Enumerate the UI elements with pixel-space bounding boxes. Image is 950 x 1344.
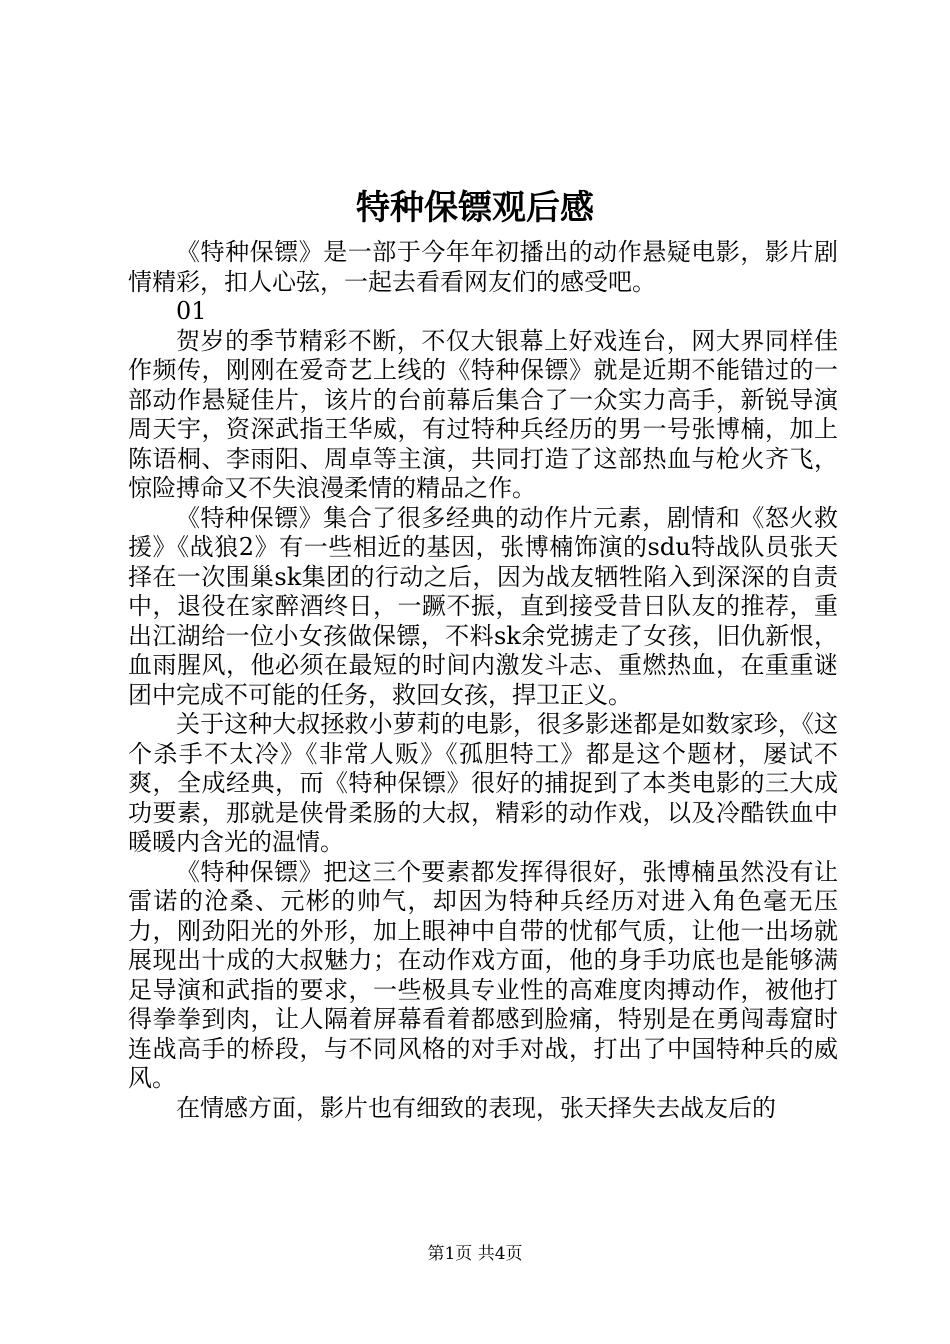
- paragraph: 贺岁的季节精彩不断，不仅大银幕上好戏连台，网大界同样佳作频传，刚刚在爱奇艺上线的《特种保镖》就是近期不能错过的一部动作悬疑佳片，该片的台前幕后集合了一众实力高手，新锐导演周天宇，资深武指王华威，有过特种兵经历的男一号张博楠，加上陈语桐、李雨阳、周卓等主演，共同打造了这部热血与枪火齐飞，惊险搏命又不失浪漫柔情的精品之作。: [128, 326, 838, 502]
- page-footer: 第1页 共4页: [427, 1244, 523, 1264]
- paragraph-intro: 《特种保镖》是一部于今年年初播出的动作悬疑电影，影片剧情精彩，扣人心弦，一起去看看网友们的感受吧。: [128, 238, 838, 296]
- paragraph: 《特种保镖》把这三个要素都发挥得很好，张博楠虽然没有让雷诺的沧桑、元彬的帅气，却因为特种兵经历对进入角色毫无压力，刚劲阳光的外形，加上眼神中自带的忧郁气质，让他一出场就展现出十成的大叔魅力；在动作戏方面，他的身手功底也是能够满足导演和武指的要求，一些极具专业性的高难度肉搏动作，被他打得拳拳到肉，让人隔着屏幕看着都感到脸痛，特别是在勇闯毒窟时连战高手的桥段，与不同风格的对手对战，打出了中国特种兵的威风。: [128, 857, 838, 1092]
- page-title: 特种保镖观后感: [356, 188, 594, 228]
- paragraph: 关于这种大叔拯救小萝莉的电影，很多影迷都是如数家珍，《这个杀手不太冷》《非常人贩》《孤胆特工》都是这个题材，屡试不爽，全成经典，而《特种保镖》很好的捕捉到了本类电影的三大成功要素，那就是侠骨柔肠的大叔，精彩的动作戏，以及冷酷铁血中暖暖内含光的温情。: [128, 710, 838, 856]
- section-number: 01: [176, 297, 207, 325]
- article-body: [128, 238, 838, 1123]
- paragraph: 《特种保镖》集合了很多经典的动作片元素，剧情和《怒火救援》《战狼2》有一些相近的基因，张博楠饰演的sdu特战队员张天择在一次围巢sk集团的行动之后，因为战友牺牲陷入到深深的自责中，退役在家醉酒终日，一蹶不振，直到接受昔日队友的推荐，重出江湖给一位小女孩做保镖，不料sk余党掳走了女孩，旧仇新恨，血雨腥风，他必须在最短的时间内激发斗志、重燃热血，在重重谜团中完成不可能的任务，救回女孩，捍卫正义。: [128, 503, 838, 709]
- paragraph: 在情感方面，影片也有细致的表现，张天择失去战友后的: [176, 1093, 776, 1122]
